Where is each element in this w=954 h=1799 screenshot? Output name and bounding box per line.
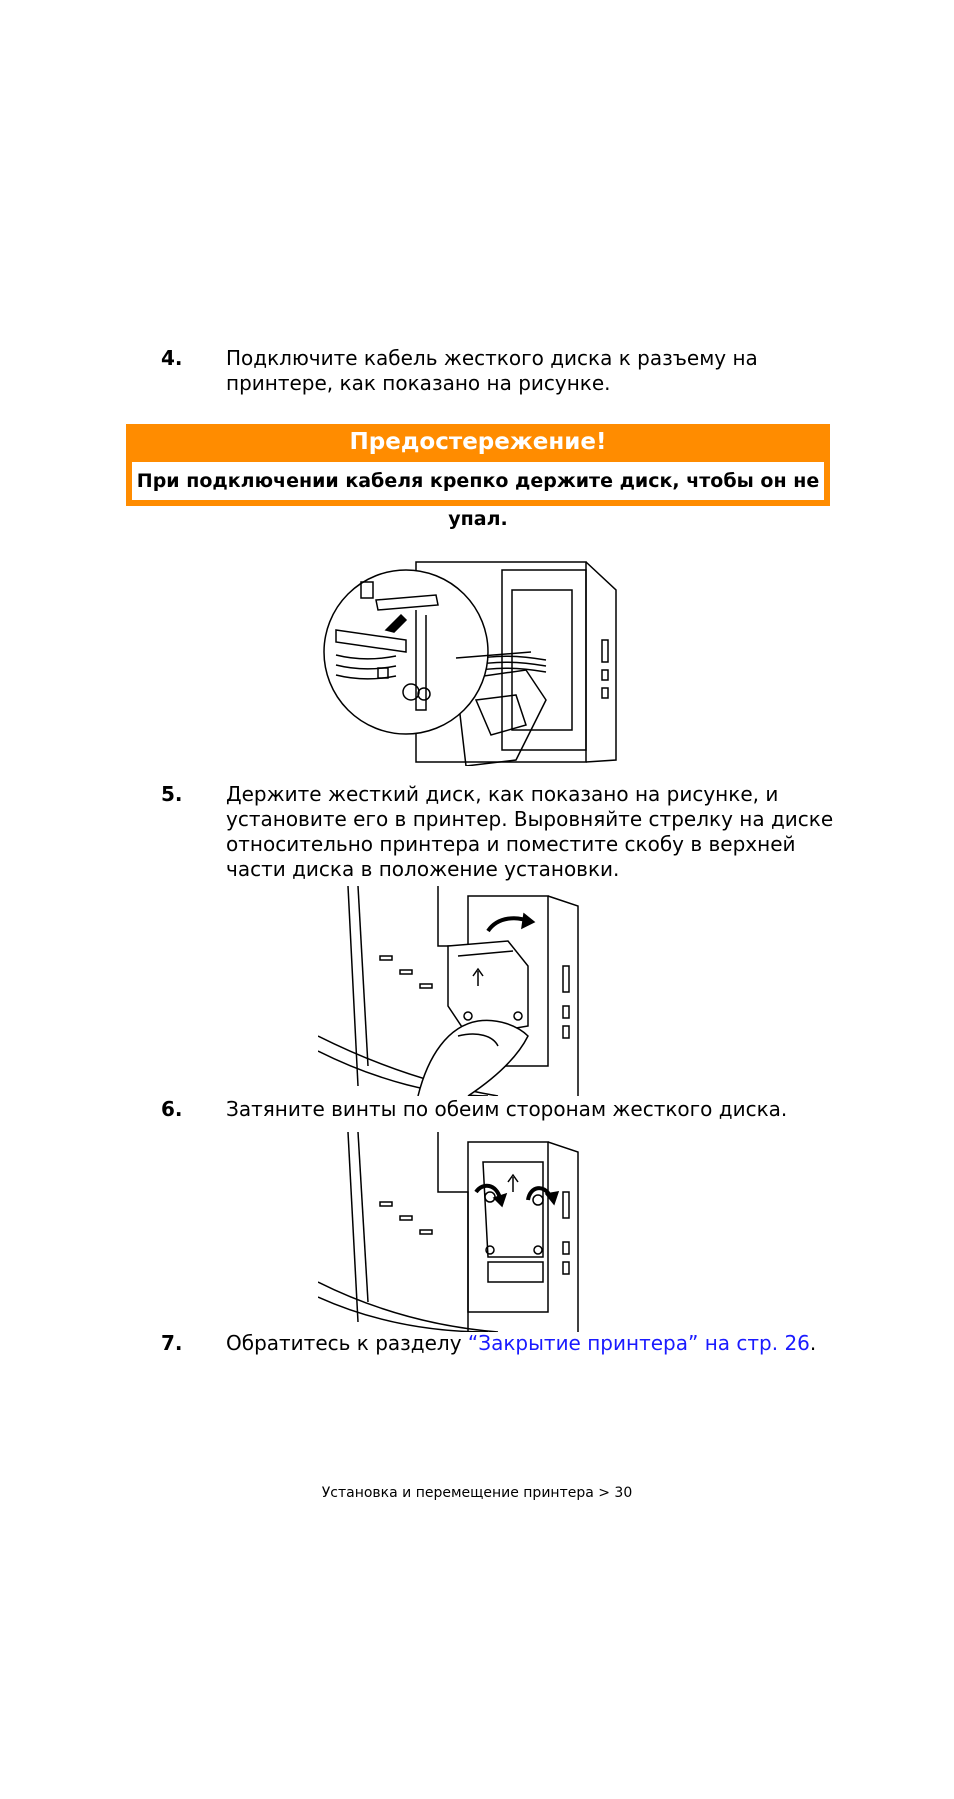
- step-number: 5.: [161, 782, 183, 806]
- caution-text: При подключении кабеля крепко держите диск, чтобы он не упал.: [132, 462, 824, 500]
- figure-install-disk: [318, 886, 630, 1096]
- step-number: 6.: [161, 1097, 183, 1121]
- caution-title: Предостережение!: [349, 429, 607, 455]
- step-text: Затяните винты по обеим сторонам жесткого диска.: [226, 1097, 788, 1121]
- page-footer: Установка и перемещение принтера > 30: [321, 1485, 633, 1501]
- figure-cable-connection: [316, 560, 628, 766]
- step-number: 7.: [161, 1331, 183, 1355]
- step-text: [226, 1331, 841, 1356]
- figure-tighten-screws: [318, 1132, 630, 1332]
- cross-reference-link[interactable]: “Закрытие принтера” на стр. 26: [467, 1331, 810, 1355]
- step-text: Держите жесткий диск, как показано на рисунке, и установите его в принтер. Выровняйте стрелку на диске относительно принтера и поместите скобу в верхней части диска в положение установки.: [226, 782, 834, 881]
- step-text-after: .: [809, 1331, 817, 1355]
- step-text: Подключите кабель жесткого диска к разъему на принтере, как показано на рисунке.: [226, 346, 758, 395]
- step-text-before: Обратитесь к разделу: [226, 1331, 468, 1355]
- step-number: 4.: [161, 346, 183, 370]
- caution-box: [126, 424, 830, 530]
